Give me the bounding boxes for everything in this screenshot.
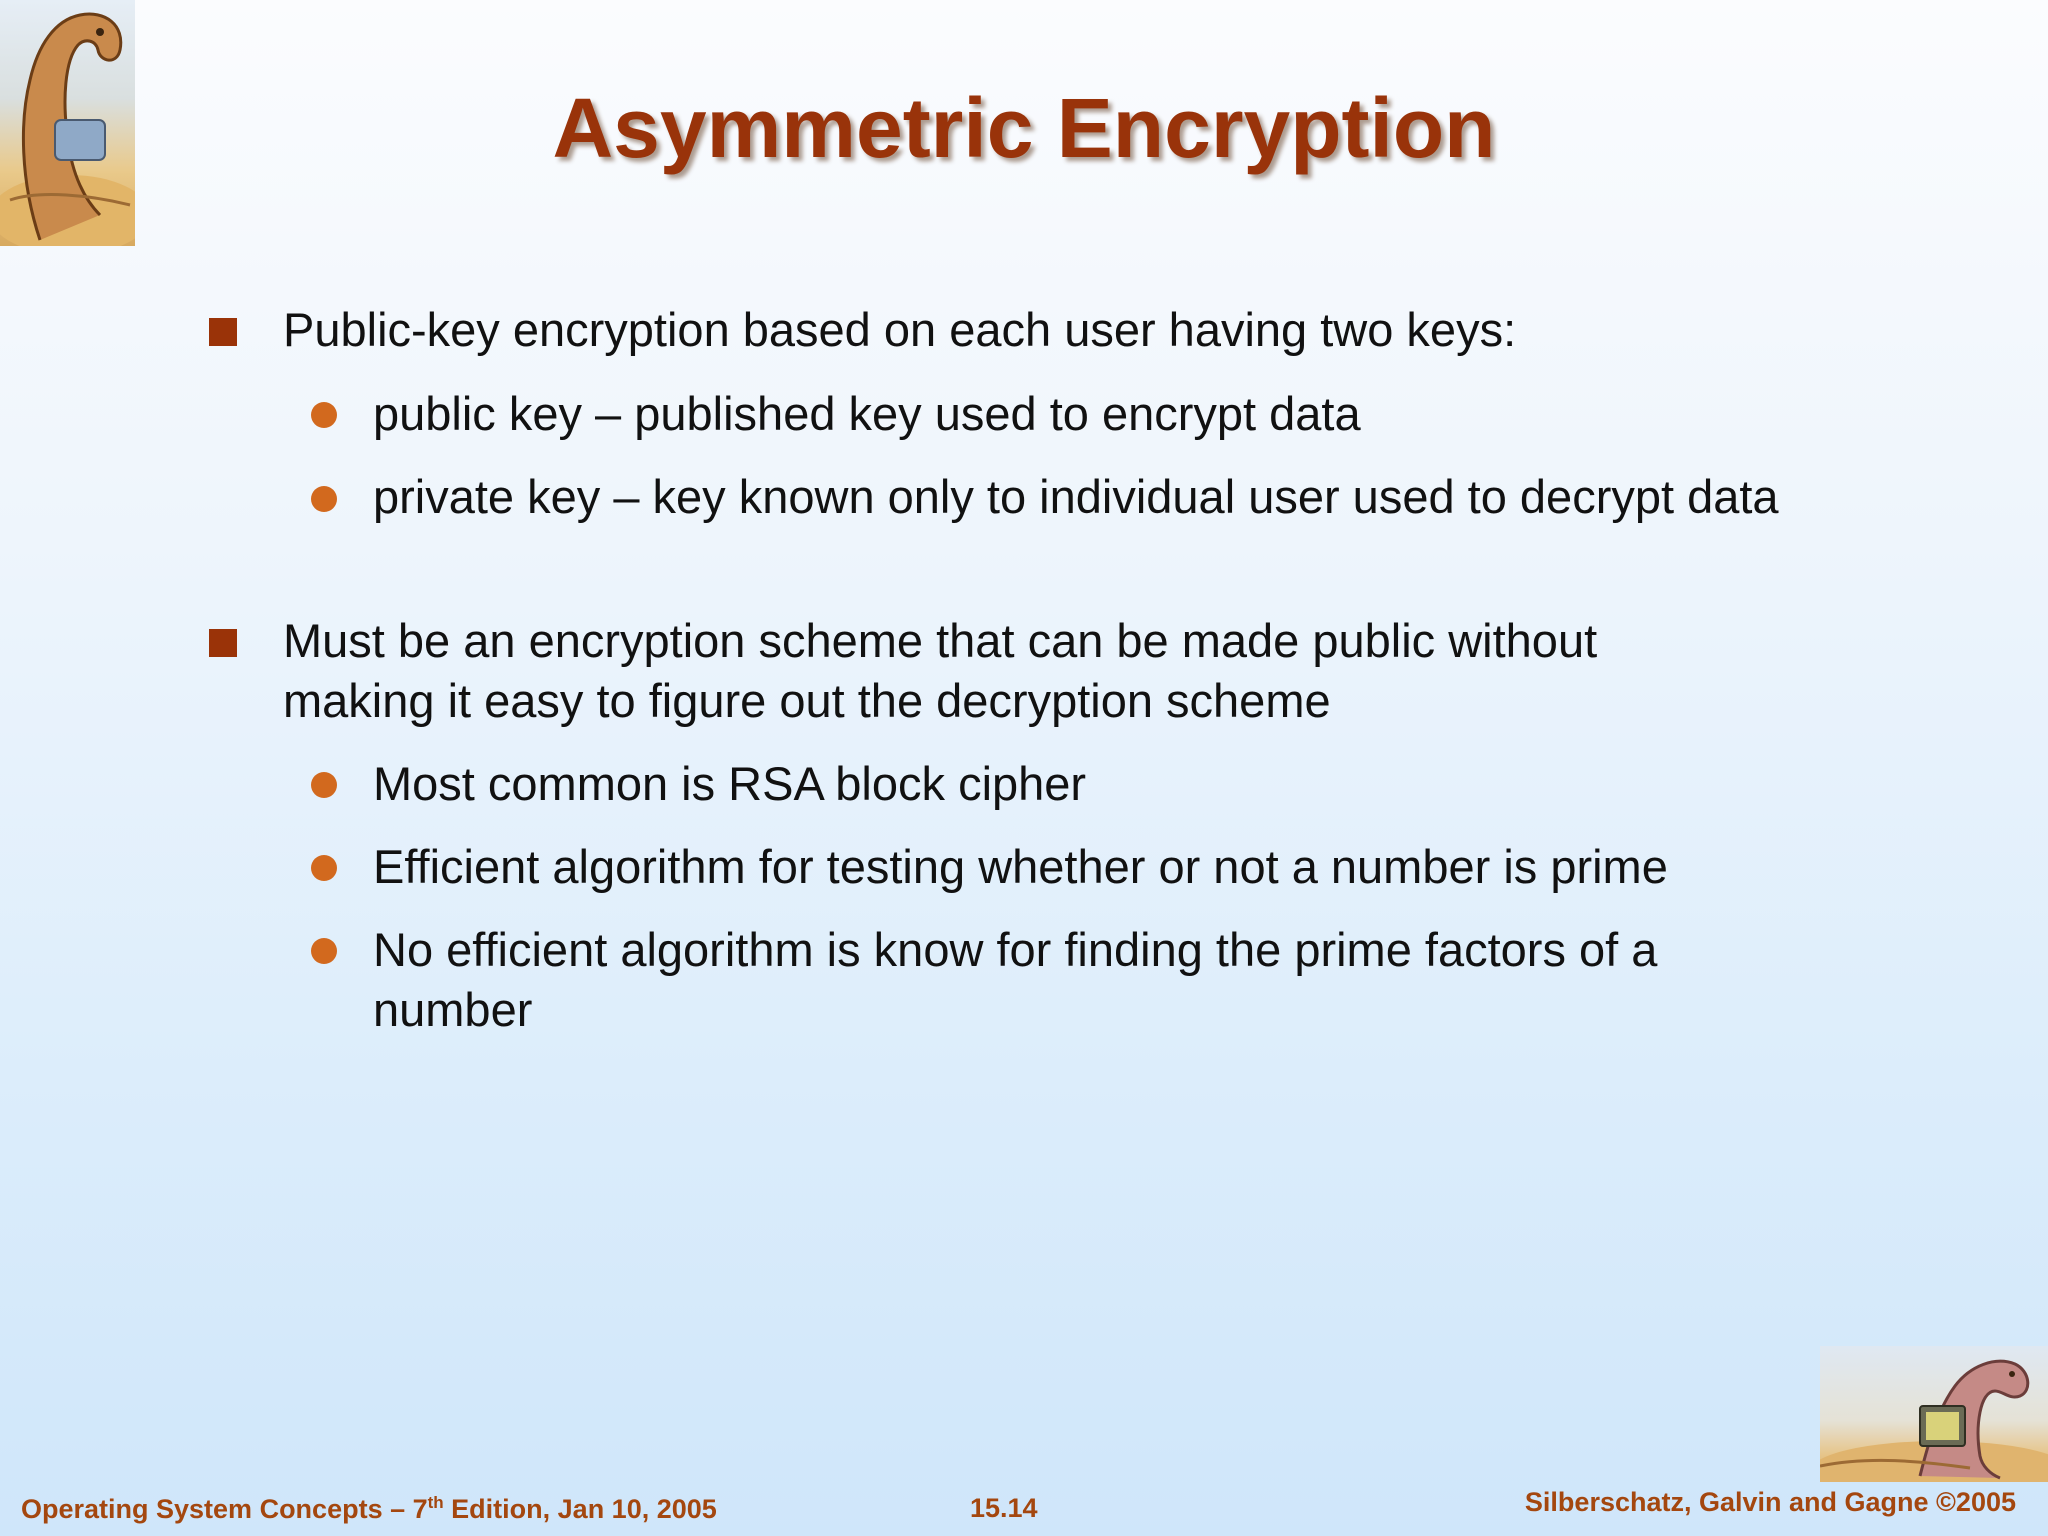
bullet-text: Efficient algorithm for testing whether or not a number is prime — [373, 840, 1668, 893]
bullet-text: private key – key known only to individual user used to decrypt data — [373, 470, 1779, 523]
bullet-item-level2 — [373, 837, 1843, 897]
bullet-item-level2 — [373, 384, 1843, 444]
square-bullet-icon — [209, 629, 237, 657]
bullet-item-level2 — [373, 467, 1813, 527]
bullet-item-level1 — [283, 611, 1743, 731]
round-bullet-icon — [311, 855, 337, 881]
slide-title: Asymmetric Encryption — [552, 81, 1496, 175]
round-bullet-icon — [311, 486, 337, 512]
bullet-text: Must be an encryption scheme that can be made public without making it easy to figure out the decryption scheme — [283, 614, 1598, 727]
dinosaur-laptop-icon — [1820, 1346, 2048, 1482]
bullet-item-level2 — [373, 920, 1793, 1040]
footer-course-info — [21, 1493, 717, 1525]
footer-course-sup: th — [427, 1493, 444, 1512]
bullet-item-level2 — [373, 754, 1843, 814]
footer-copyright: Silberschatz, Galvin and Gagne ©2005 — [1524, 1487, 2016, 1517]
round-bullet-icon — [311, 938, 337, 964]
bullet-text: Public-key encryption based on each user having two keys: — [283, 303, 1517, 356]
square-bullet-icon — [209, 318, 237, 346]
round-bullet-icon — [311, 402, 337, 428]
bullet-text: Most common is RSA block cipher — [373, 757, 1087, 810]
bullet-text: public key – published key used to encrypt data — [373, 387, 1361, 440]
bullet-item-level1 — [283, 300, 1843, 360]
footer-course-prefix: Operating System Concepts – 7 — [21, 1494, 428, 1524]
footer-page-number: 15.14 — [970, 1493, 1038, 1523]
round-bullet-icon — [311, 772, 337, 798]
bullet-text: No efficient algorithm is know for finding the prime factors of a number — [373, 923, 1658, 1036]
footer-course-suffix: Edition, Jan 10, 2005 — [443, 1494, 717, 1524]
